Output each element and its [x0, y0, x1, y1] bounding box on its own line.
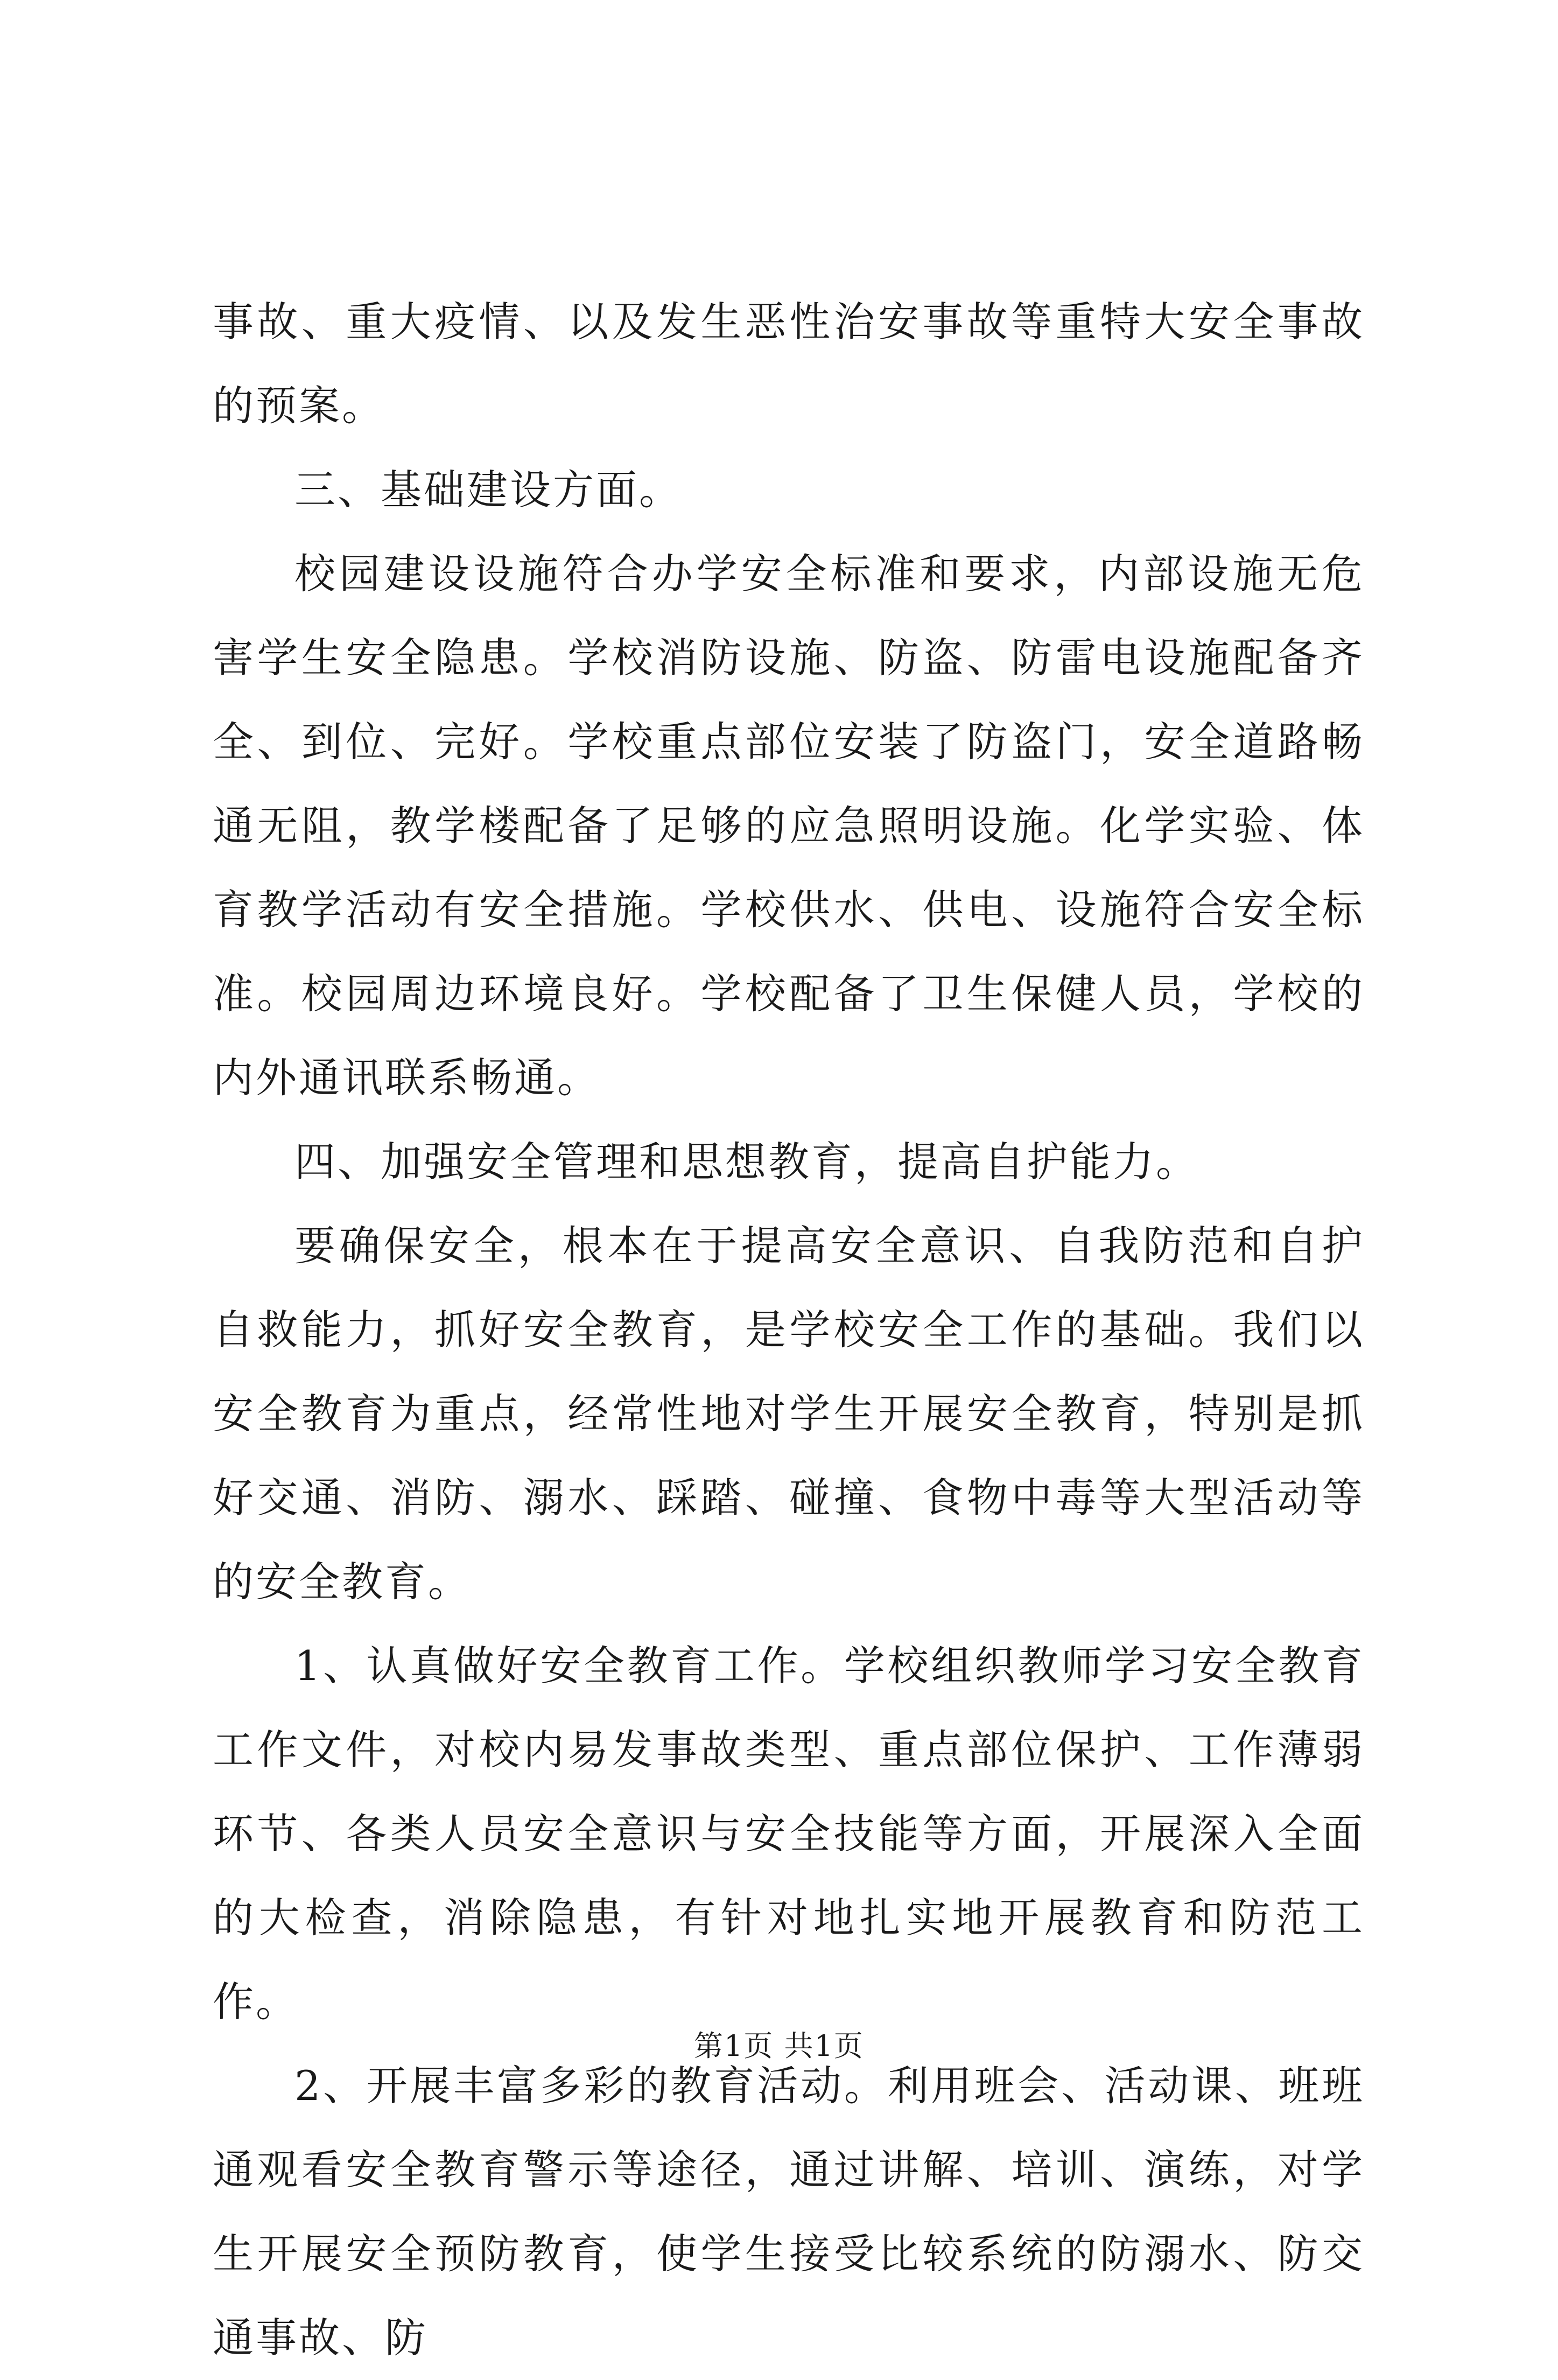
page-number-label: 第1页 共1页 — [694, 2029, 864, 2063]
section-heading: 三、基础建设方面。 — [294, 466, 682, 514]
paragraph: 2、开展丰富多彩的教育活动。利用班会、活动课、班班通观看安全教育警示等途径，通过讲解、培训、演练，对学生开展安全预防教育，使学生接受比较系统的防溺水、防交通事故、防 — [213, 2062, 1365, 2362]
paragraph: 校园建设设施符合办学安全标准和要求，内部设施无危害学生安全隐患。学校消防设施、防盗、防雷电设施配备齐全、到位、完好。学校重点部位安装了防盗门，安全道路畅通无阻，教学楼配备了足够的应急照明设施。化学实验、体育教学活动有安全措施。学校供水、供电、设施符合安全标准。校园周边环境良好。学校配备了卫生保健人员，学校的内外通讯联系畅通。 — [213, 550, 1365, 1102]
section-heading: 四、加强安全管理和思想教育，提高自护能力。 — [294, 1138, 1199, 1186]
paragraph: 事故、重大疫情、以及发生恶性治安事故等重特大安全事故的预案。 — [213, 298, 1365, 430]
paragraph: 要确保安全，根本在于提高安全意识、自我防范和自护自救能力，抓好安全教育，是学校安全工作的基础。我们以安全教育为重点，经常性地对学生开展安全教育，特别是抓好交通、消防、溺水、踩踏、碰撞、食物中毒等大型活动等的安全教育。 — [213, 1222, 1365, 1606]
page-footer — [0, 2025, 1558, 2068]
paragraph: 1、认真做好安全教育工作。学校组织教师学习安全教育工作文件，对校内易发事故类型、重点部位保护、工作薄弱环节、各类人员安全意识与安全技能等方面，开展深入全面的大检查，消除隐患，有针对地扎实地开展教育和防范工作。 — [213, 1642, 1365, 2026]
